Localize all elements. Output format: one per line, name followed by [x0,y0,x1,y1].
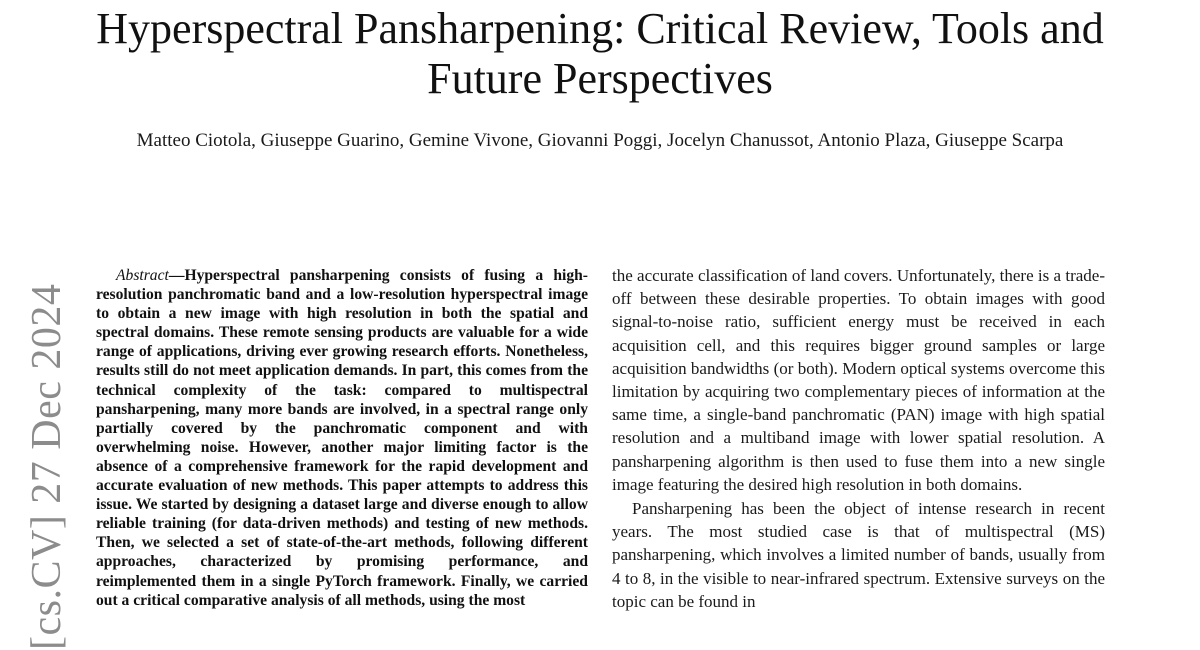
body-paragraph-1: the accurate classification of land covers. Unfortunately, there is a trade-off between these desirable properties. To obtain images with good signal-to-noise ratio, sufficient energy must be received in each acquisition cell, and this requires bigger ground samples or large acquisition bandwidths (or both). Modern optical systems overcome this limitation by acquiring two complementary pieces of information at the same time, a single-band panchromatic (PAN) image with high spatial resolution and a multiband image with lower spatial resolution. A pansharpening algorithm is then used to fuse them into a new single image featuring the desired high resolution in both domains. [612,266,1105,494]
abstract-label: Abstract [116,267,169,284]
abstract-text: Hyperspectral pansharpening consists of fusing a high-resolution panchromatic band and a low-resolution hyperspectral image to obtain a new image with high resolution in both the spatial and spectral domains. These remote sensing products are valuable for a wide range of applications, driving ever growing research efforts. Nonetheless, results still do not meet application demands. In part, this comes from the technical complexity of the task: compared to multispectral pansharpening, many more bands are involved, in a spectral range only partially covered by the panchromatic component and with overwhelming noise. However, another major limiting factor is the absence of a comprehensive framework for the rapid development and accurate evaluation of new methods. This paper attempts to address this issue. We started by designing a dataset large and diverse enough to allow reliable training (for data-driven methods) and testing of new methods. Then, we selected a set of state-of-the-art methods, following different approaches, characterized by promising performance, and reimplemented them in a single PyTorch framework. Finally, we carried out a critical comparative analysis of all methods, using the most [96,267,588,609]
abstract-paragraph [96,266,588,610]
arxiv-side-stamp: [cs.CV] 27 Dec 2024 [24,283,70,650]
author-list: Matteo Ciotola, Giuseppe Guarino, Gemine Vivone, Giovanni Poggi, Jocelyn Chanussot, Antonio Plaza, Giuseppe Scarpa [136,130,1064,151]
abstract-dash: — [168,267,185,284]
body-column-right [612,264,1105,614]
body-paragraph-2: Pansharpening has been the object of intense research in recent years. The most studied case is that of multispectral (MS) pansharpening, which involves a limited number of bands, usually from 4 to 8, in the visible to near-infrared spectrum. Extensive surveys on the topic can be found in [612,499,1105,611]
paper-title: Hyperspectral Pansharpening: Critical Review, Tools and Future Perspectives [96,4,1104,103]
